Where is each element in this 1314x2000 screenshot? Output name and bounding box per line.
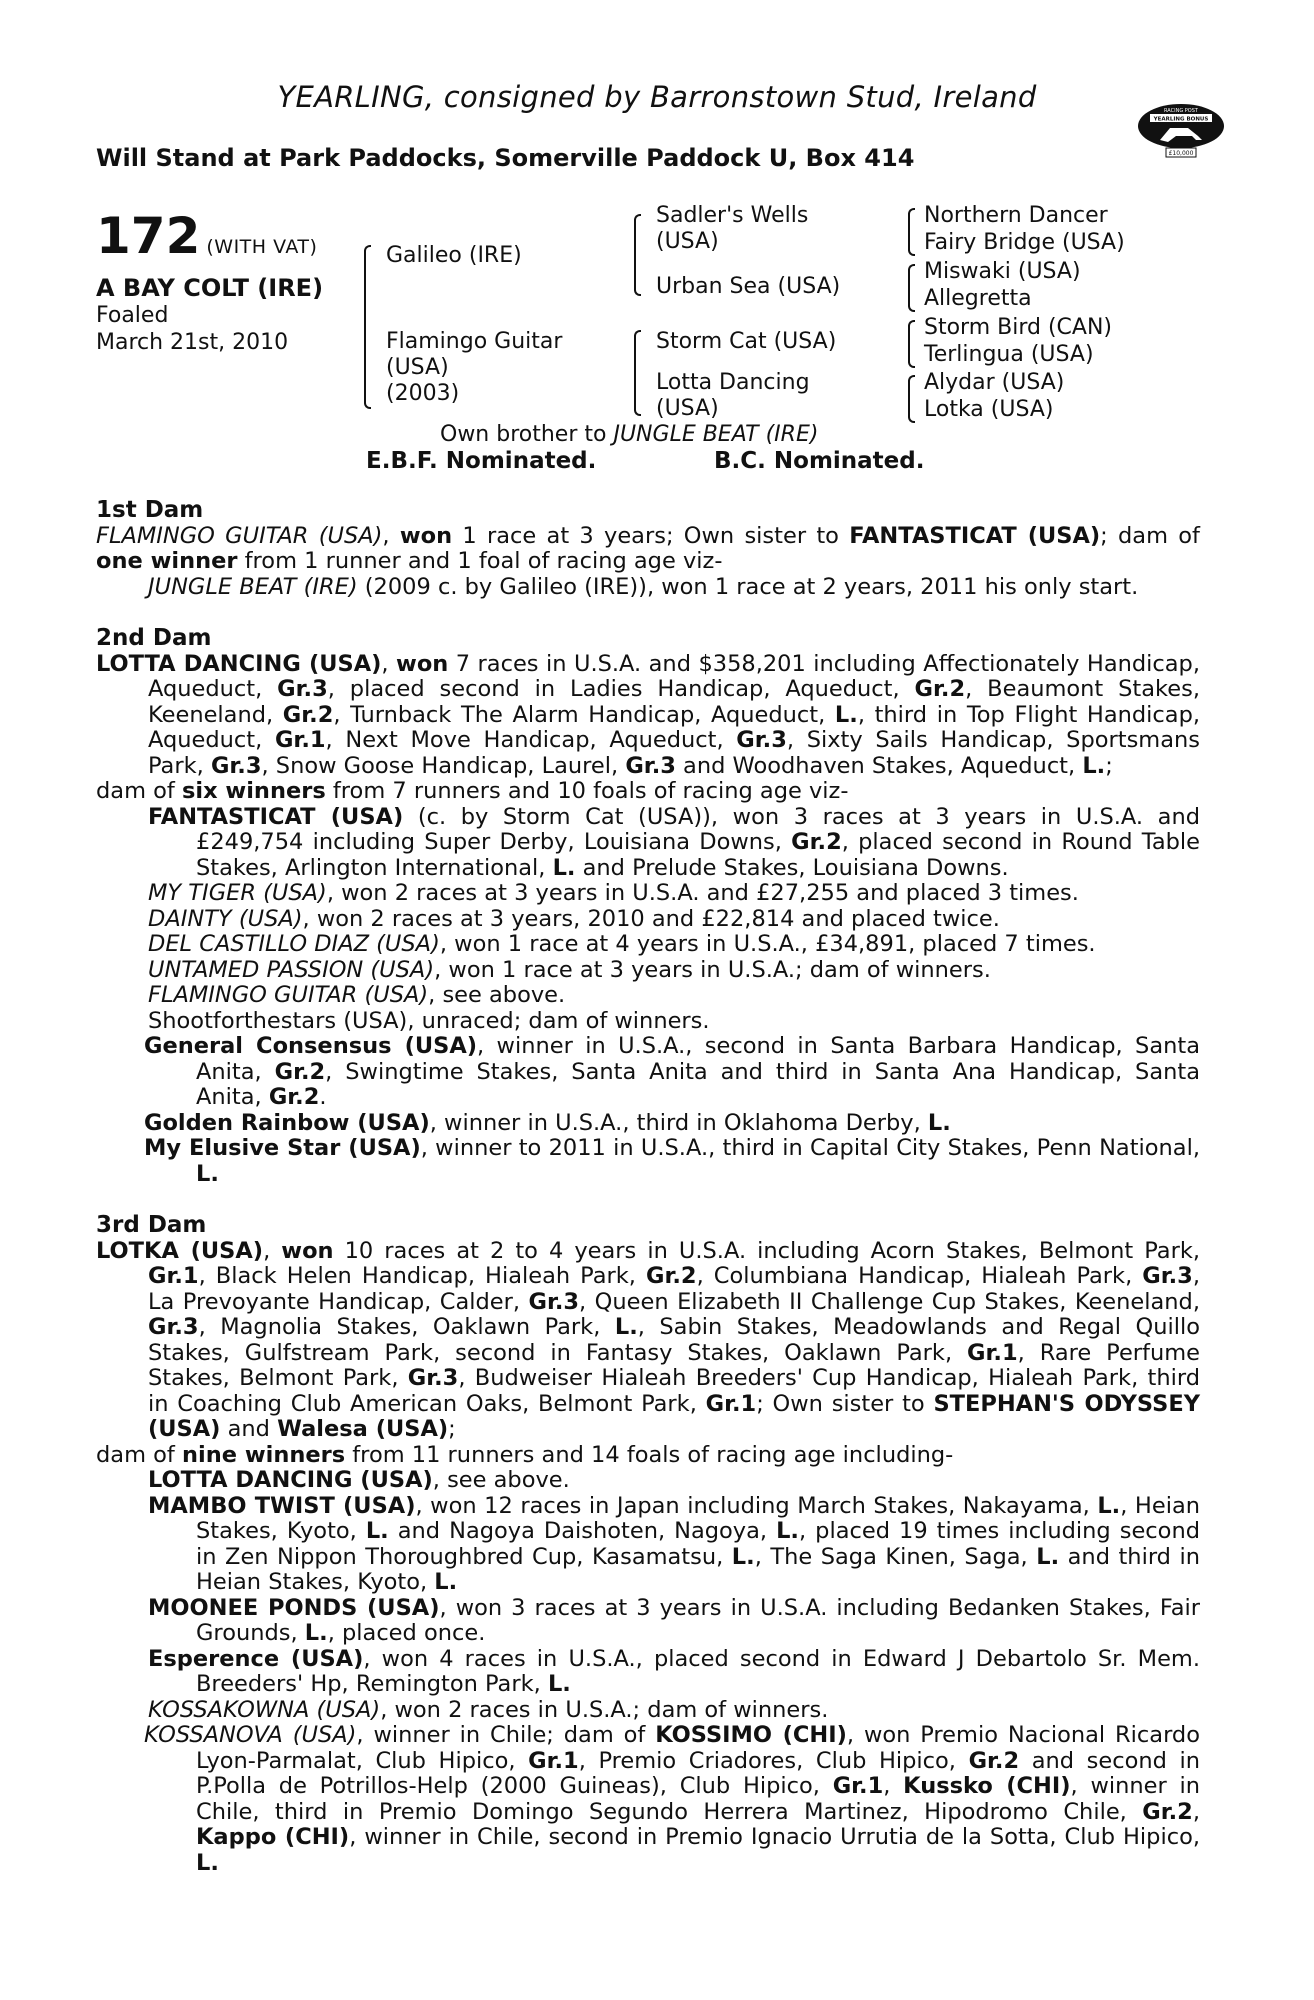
yearling-bonus-badge-icon (1136, 96, 1226, 160)
badge-mid-text: YEARLING BONUS (1153, 116, 1209, 123)
sire-dam-sire: Miswaki (USA) (924, 259, 1081, 284)
lot-number: 172 (96, 207, 201, 265)
lot-vat: (WITH VAT) (206, 236, 318, 258)
second-dam-heading: 2nd Dam (96, 625, 212, 651)
gg-brace-1 (908, 208, 915, 256)
first-dam-text: FLAMINGO GUITAR (USA), won 1 race at 3 years; Own sister to FANTASTICAT (USA); dam of one winner from 1 runner and 1 foal of racing age viz- JUNGLE BEAT (IRE) (2009 c. by Galileo (IRE)), won 1 race at 2 years, 2011 his only start. (96, 522, 1200, 600)
foaled-label: Foaled (96, 303, 169, 328)
produce-record (96, 498, 1200, 1876)
sire: Galileo (IRE) (386, 243, 522, 268)
dam (386, 329, 562, 407)
third-dam-heading: 3rd Dam (96, 1212, 207, 1238)
sire-sire-line-2: (USA) (656, 229, 719, 254)
sire-sire-line-1: Sadler's Wells (656, 203, 809, 228)
dam-parents-brace (634, 330, 641, 416)
badge-top-text: RACING POST (1164, 108, 1198, 114)
dam-line-3: (2003) (386, 381, 460, 406)
first-dam-heading: 1st Dam (96, 497, 204, 523)
ebf-nominated: E.B.F. Nominated. (366, 448, 597, 474)
second-dam-text: LOTTA DANCING (USA), won 7 races in U.S.A. and $358,201 including Affectionately Handicap, Aqueduct, Gr.3, placed second in Ladies Handicap, Aqueduct, Gr.2, Beaumont Stakes, Keeneland, Gr.2, Turnback The Alarm Handicap, Aqueduct, L., third in Top Flight Handicap, Aqueduct, Gr.1, Next Move Handicap, Aqueduct, Gr.3, Sixty Sails Handicap, Sportsmans Park, Gr.3, Snow Goose Handicap, Laurel, Gr.3 and Woodhaven Stakes, Aqueduct, L.; dam of six winners from 7 runners and 10 foals of racing age viz- FANTASTICAT (USA) (c. by Storm Cat (USA)), won 3 races at 3 years in U.S.A. and £249,754 including Super Derby, Louisiana Downs, Gr.2, placed second in Round Table Stakes, Arlington International, L. and Prelude Stakes, Louisiana Downs. MY TIGER (USA), won 2 races at 3 years in U.S.A. and £27,255 and placed 3 times. DAINTY (USA), won 2 races at 3 years, 2010 and £22,814 and placed twice. DEL CASTILLO DIAZ (USA), won 1 race at 4 years in U.S.A., £34,891, placed 7 times. UNTAMED PASSION (USA), won 1 race at 3 years in U.S.A.; dam of winners. FLAMINGO GUITAR (USA), see above. Shootforthestars (USA), unraced; dam of winners. General Consensus (USA), winner in U.S.A., second in Santa Barbara Handicap, Santa Anita, Gr.2, Swingtime Stakes, Santa Anita and third in Santa Ana Handicap, Santa Anita, Gr.2. Golden Rainbow (USA), winner in U.S.A., third in Oklahoma Derby, L. My Elusive Star (USA), winner to 2011 in U.S.A., third in Capital City Stakes, Penn National, L. (96, 650, 1200, 1187)
dam-dam (656, 370, 810, 422)
sire-dam: Urban Sea (USA) (656, 274, 841, 299)
own-brother-prefix: Own brother to (440, 422, 614, 447)
dam-line-1: Flamingo Guitar (386, 329, 563, 354)
sire-parents-brace (634, 214, 641, 296)
bc-nominated: B.C. Nominated. (714, 448, 925, 474)
own-brother-name: JUNGLE BEAT (IRE) (613, 422, 819, 447)
badge-bottom-text: £10,000 (1168, 150, 1194, 157)
foaled-date: March 21st, 2010 (96, 330, 289, 355)
gg-brace-4 (908, 375, 915, 423)
dam-sire-sire: Storm Bird (CAN) (924, 315, 1112, 340)
dam-dam-dam: Lotka (USA) (924, 397, 1054, 422)
sire-sire-dam: Fairy Bridge (USA) (924, 230, 1125, 255)
dam-dam-line-2: (USA) (656, 396, 719, 421)
sire-dam-dam: Allegretta (924, 286, 1032, 311)
own-brother-line (440, 422, 818, 447)
foaled-block (96, 302, 288, 356)
third-dam-text: LOTKA (USA), won 10 races at 2 to 4 years in U.S.A. including Acorn Stakes, Belmont Park, Gr.1, Black Helen Handicap, Hialeah Park, Gr.2, Columbiana Handicap, Hialeah Park, Gr.3, La Prevoyante Handicap, Calder, Gr.3, Queen Elizabeth II Challenge Cup Stakes, Keeneland, Gr.3, Magnolia Stakes, Oaklawn Park, L., Sabin Stakes, Meadowlands and Regal Quillo Stakes, Gulfstream Park, second in Fantasy Stakes, Oaklawn Park, Gr.1, Rare Perfume Stakes, Belmont Park, Gr.3, Budweiser Hialeah Breeders' Cup Handicap, Hialeah Park, third in Coaching Club American Oaks, Belmont Park, Gr.1; Own sister to STEPHAN'S ODYSSEY (USA) and Walesa (USA); dam of nine winners from 11 runners and 14 foals of racing age including- LOTTA DANCING (USA), see above. MAMBO TWIST (USA), won 12 races in Japan including March Stakes, Nakayama, L., Heian Stakes, Kyoto, L. and Nagoya Daishoten, Nagoya, L., placed 19 times including second in Zen Nippon Thoroughbred Cup, Kasamatsu, L., The Saga Kinen, Saga, L. and third in Heian Stakes, Kyoto, L. MOONEE PONDS (USA), won 3 races at 3 years in U.S.A. including Bedanken Stakes, Fair Grounds, L., placed once. Esperence (USA), won 4 races in U.S.A., placed second in Edward J Debartolo Sr. Mem. Breeders' Hp, Remington Park, L. KOSSAKOWNA (USA), won 2 races in U.S.A.; dam of winners. KOSSANOVA (USA), winner in Chile; dam of KOSSIMO (CHI), won Premio Nacional Ricardo Lyon-Parmalat, Club Hipico, Gr.1, Premio Criadores, Club Hipico, Gr.2 and second in P.Polla de Potrillos-Help (2000 Guineas), Club Hipico, Gr.1, Kussko (CHI), winner in Chile, third in Premio Domingo Segundo Herrera Martinez, Hipodromo Chile, Gr.2, Kappo (CHI), winner in Chile, second in Premio Ignacio Urrutia de la Sotta, Club Hipico, L. (96, 1237, 1201, 1876)
dam-dam-sire: Alydar (USA) (924, 370, 1065, 395)
gg-brace-2 (908, 264, 915, 312)
gg-brace-3 (908, 320, 915, 368)
stand-location: Will Stand at Park Paddocks, Somerville Paddock U, Box 414 (96, 144, 915, 172)
dam-sire: Storm Cat (USA) (656, 329, 837, 354)
sire-sire-sire: Northern Dancer (924, 203, 1108, 228)
dam-line-2: (USA) (386, 355, 449, 380)
dam-dam-line-1: Lotta Dancing (656, 370, 810, 395)
colt-title: A BAY COLT (IRE) (96, 274, 324, 302)
consignment-line: YEARLING, consigned by Barronstown Stud, Ireland (277, 80, 1037, 114)
sire-sire (656, 203, 808, 255)
lot-number-block (96, 207, 317, 265)
dam-sire-dam: Terlingua (USA) (924, 342, 1094, 367)
sire-dam-brace (364, 245, 371, 409)
